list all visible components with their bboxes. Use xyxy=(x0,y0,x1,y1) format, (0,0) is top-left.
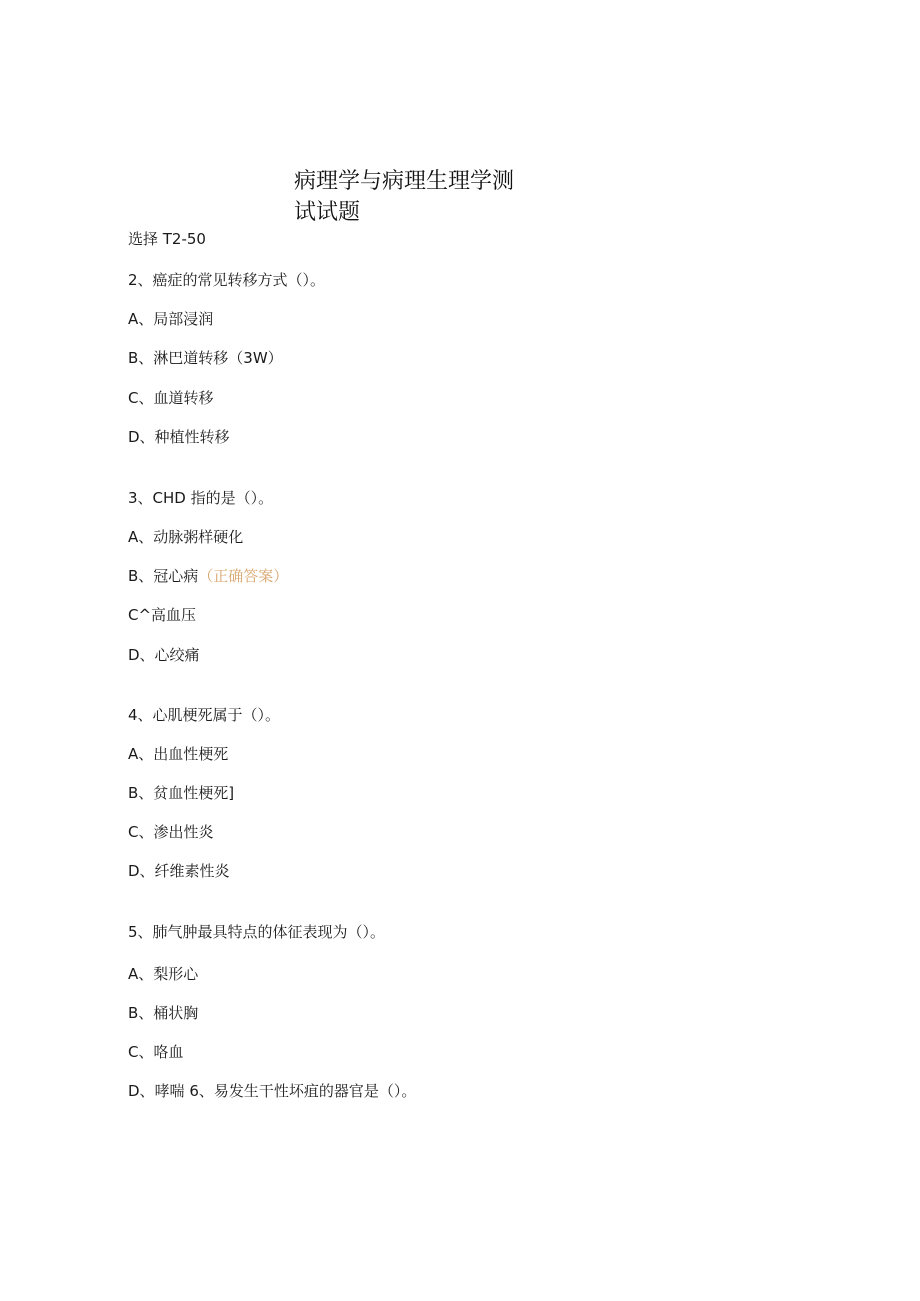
question-option: C、咯血 xyxy=(128,1043,184,1061)
section-label: 选择 T2-50 xyxy=(128,230,206,248)
question-option: D、哮喘 6、易发生干性坏疽的器官是（）。 xyxy=(128,1082,417,1100)
question-option: C、渗出性炎 xyxy=(128,823,214,841)
question-option-with-answer xyxy=(128,566,288,586)
question-option: A、动脉粥样硬化 xyxy=(128,528,244,546)
question-option: B、桶状胸 xyxy=(128,1004,199,1022)
question-option: B、淋巴道转移（3W） xyxy=(128,349,283,367)
question-stem: 3、CHD 指的是（）。 xyxy=(128,489,274,507)
question-option: D、种植性转移 xyxy=(128,428,230,446)
correct-answer-note: （正确答案） xyxy=(198,567,289,585)
question-stem: 4、心肌梗死属于（）。 xyxy=(128,706,281,724)
question-option: D、心绞痛 xyxy=(128,646,200,664)
question-option-text: B、冠心病 xyxy=(128,567,199,585)
question-stem: 5、肺气肿最具特点的体征表现为（）。 xyxy=(128,923,386,941)
question-option: D、纤维素性炎 xyxy=(128,862,230,880)
question-option: C^高血压 xyxy=(128,606,197,624)
question-option: C、血道转移 xyxy=(128,389,214,407)
question-option: A、局部浸润 xyxy=(128,310,214,328)
document-title: 病理学与病理生理学测试试题 xyxy=(294,169,515,225)
question-option: A、出血性梗死 xyxy=(128,745,229,763)
question-option: A、梨形心 xyxy=(128,965,199,983)
question-stem: 2、癌症的常见转移方式（）。 xyxy=(128,271,326,289)
question-option: B、贫血性梗死] xyxy=(128,784,235,802)
